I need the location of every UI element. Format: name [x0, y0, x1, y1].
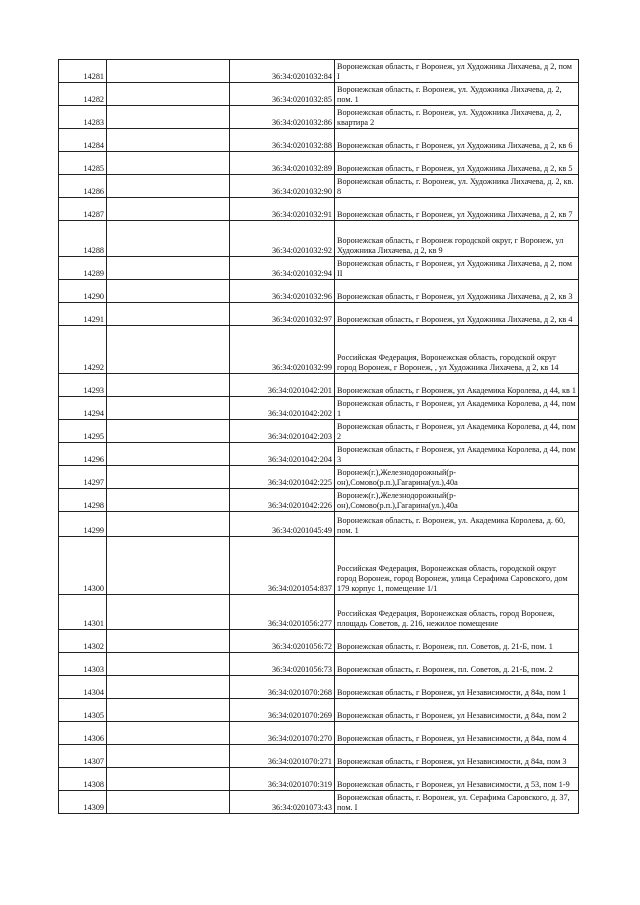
address: Воронежская область, г Воронеж, ул Академика Королева, д 44, кв 1 — [335, 374, 579, 397]
cadastral-number: 36:34:0201042:201 — [230, 374, 335, 397]
cadastral-number: 36:34:0201070:270 — [230, 722, 335, 745]
empty-cell — [107, 83, 230, 106]
table-row — [59, 630, 579, 653]
table-row — [59, 768, 579, 791]
empty-cell — [107, 326, 230, 374]
table-row — [59, 653, 579, 676]
table-row — [59, 489, 579, 512]
row-number: 14292 — [59, 326, 107, 374]
cadastral-number: 36:34:0201032:85 — [230, 83, 335, 106]
address: Воронежская область, г Воронеж, ул Академика Королева, д 44, пом 1 — [335, 397, 579, 420]
row-number: 14284 — [59, 129, 107, 152]
address: Воронежская область, г Воронеж, ул Художника Лихачева, д 2, кв 5 — [335, 152, 579, 175]
row-number: 14296 — [59, 443, 107, 466]
table-row — [59, 537, 579, 595]
cadastral-number: 36:34:0201032:91 — [230, 198, 335, 221]
cadastral-number: 36:34:0201032:88 — [230, 129, 335, 152]
row-number: 14288 — [59, 221, 107, 257]
table-row — [59, 221, 579, 257]
address: Воронеж(г.),Железнодорожный(р-он),Сомово(р.п.),Гагарина(ул.),40а — [335, 489, 579, 512]
row-number: 14299 — [59, 512, 107, 537]
address: Воронежская область, г. Воронеж, ул. Серафима Саровского, д. 37, пом. I — [335, 791, 579, 814]
table-row — [59, 397, 579, 420]
row-number: 14286 — [59, 175, 107, 198]
cadastral-number: 36:34:0201054:837 — [230, 537, 335, 595]
table-row — [59, 699, 579, 722]
row-number: 14305 — [59, 699, 107, 722]
address: Воронежская область, г Воронеж городской округ, г Воронеж, ул Художника Лихачева, д 2, кв 9 — [335, 221, 579, 257]
row-number: 14282 — [59, 83, 107, 106]
table-row — [59, 466, 579, 489]
empty-cell — [107, 745, 230, 768]
empty-cell — [107, 303, 230, 326]
address: Воронежская область, г Воронеж, ул Академика Королева, д 44, пом 2 — [335, 420, 579, 443]
address: Воронежская область, г. Воронеж, пл. Советов, д. 21-Б, пом. 2 — [335, 653, 579, 676]
table-row — [59, 175, 579, 198]
address: Воронеж(г.),Железнодорожный(р-он),Сомово(р.п.),Гагарина(ул.),40а — [335, 466, 579, 489]
row-number: 14293 — [59, 374, 107, 397]
cadastral-number: 36:34:0201056:277 — [230, 595, 335, 630]
empty-cell — [107, 221, 230, 257]
cadastral-number: 36:34:0201056:72 — [230, 630, 335, 653]
cadastral-number: 36:34:0201073:43 — [230, 791, 335, 814]
table-row — [59, 280, 579, 303]
table-row — [59, 60, 579, 83]
table-row — [59, 745, 579, 768]
row-number: 14304 — [59, 676, 107, 699]
cadastral-number: 36:34:0201032:99 — [230, 326, 335, 374]
cadastral-number: 36:34:0201070:268 — [230, 676, 335, 699]
table-row — [59, 257, 579, 280]
address: Воронежская область, г Воронеж, ул Художника Лихачева, д 2, кв 4 — [335, 303, 579, 326]
empty-cell — [107, 512, 230, 537]
cadastral-number: 36:34:0201045:49 — [230, 512, 335, 537]
cadastral-number: 36:34:0201042:202 — [230, 397, 335, 420]
row-number: 14283 — [59, 106, 107, 129]
cadastral-number: 36:34:0201056:73 — [230, 653, 335, 676]
address: Воронежская область, г Воронеж, ул Независимости, д 53, пом 1-9 — [335, 768, 579, 791]
empty-cell — [107, 630, 230, 653]
empty-cell — [107, 175, 230, 198]
cadastral-number: 36:34:0201032:92 — [230, 221, 335, 257]
address: Воронежская область, г Воронеж, ул Независимости, д 84а, пом 2 — [335, 699, 579, 722]
empty-cell — [107, 595, 230, 630]
row-number: 14295 — [59, 420, 107, 443]
table-row — [59, 198, 579, 221]
row-number: 14290 — [59, 280, 107, 303]
empty-cell — [107, 420, 230, 443]
empty-cell — [107, 791, 230, 814]
cadastral-number: 36:34:0201032:90 — [230, 175, 335, 198]
table-row — [59, 303, 579, 326]
row-number: 14291 — [59, 303, 107, 326]
table-row — [59, 83, 579, 106]
address: Воронежская область, г Воронеж, ул Художника Лихачева, д 2, пом I — [335, 60, 579, 83]
empty-cell — [107, 768, 230, 791]
row-number: 14309 — [59, 791, 107, 814]
row-number: 14297 — [59, 466, 107, 489]
empty-cell — [107, 152, 230, 175]
table-row — [59, 326, 579, 374]
table-row — [59, 443, 579, 466]
address: Воронежская область, г Воронеж, ул Художника Лихачева, д 2, кв 7 — [335, 198, 579, 221]
address: Воронежская область, г. Воронеж, ул. Академика Королева, д. 60, пом. 1 — [335, 512, 579, 537]
empty-cell — [107, 60, 230, 83]
row-number: 14301 — [59, 595, 107, 630]
cadastral-number: 36:34:0201032:94 — [230, 257, 335, 280]
table-row — [59, 420, 579, 443]
table-row — [59, 106, 579, 129]
cadastral-number: 36:34:0201070:271 — [230, 745, 335, 768]
empty-cell — [107, 653, 230, 676]
empty-cell — [107, 397, 230, 420]
empty-cell — [107, 466, 230, 489]
empty-cell — [107, 280, 230, 303]
row-number: 14307 — [59, 745, 107, 768]
row-number: 14298 — [59, 489, 107, 512]
row-number: 14303 — [59, 653, 107, 676]
address: Воронежская область, г Воронеж, ул Независимости, д 84а, пом 3 — [335, 745, 579, 768]
table-row — [59, 791, 579, 814]
cadastral-number: 36:34:0201042:226 — [230, 489, 335, 512]
row-number: 14285 — [59, 152, 107, 175]
empty-cell — [107, 374, 230, 397]
registry-table — [58, 59, 579, 814]
address: Воронежская область, г Воронеж, ул Независимости, д 84а, пом 1 — [335, 676, 579, 699]
row-number: 14308 — [59, 768, 107, 791]
empty-cell — [107, 537, 230, 595]
table-row — [59, 595, 579, 630]
row-number: 14300 — [59, 537, 107, 595]
address: Российская Федерация, Воронежская область, городской округ город Воронеж, г Воронеж, , ул Художника Лихачева, д 2, кв 14 — [335, 326, 579, 374]
empty-cell — [107, 676, 230, 699]
empty-cell — [107, 489, 230, 512]
empty-cell — [107, 443, 230, 466]
cadastral-number: 36:34:0201032:97 — [230, 303, 335, 326]
table-row — [59, 676, 579, 699]
empty-cell — [107, 129, 230, 152]
empty-cell — [107, 198, 230, 221]
row-number: 14281 — [59, 60, 107, 83]
empty-cell — [107, 106, 230, 129]
cadastral-number: 36:34:0201042:225 — [230, 466, 335, 489]
address: Российская Федерация, Воронежская область, город Воронеж, площадь Советов, д. 216, нежилое помещение — [335, 595, 579, 630]
address: Воронежская область, г. Воронеж, ул. Художника Лихачева, д. 2, кв. 8 — [335, 175, 579, 198]
table-row — [59, 129, 579, 152]
cadastral-number: 36:34:0201070:319 — [230, 768, 335, 791]
address: Воронежская область, г Воронеж, ул Художника Лихачева, д 2, кв 3 — [335, 280, 579, 303]
cadastral-number: 36:34:0201032:84 — [230, 60, 335, 83]
row-number: 14289 — [59, 257, 107, 280]
address: Воронежская область, г. Воронеж, ул. Художника Лихачева, д. 2, квартира 2 — [335, 106, 579, 129]
cadastral-number: 36:34:0201032:86 — [230, 106, 335, 129]
table-row — [59, 512, 579, 537]
address: Воронежская область, г Воронеж, ул Художника Лихачева, д 2, пом II — [335, 257, 579, 280]
cadastral-number: 36:34:0201042:204 — [230, 443, 335, 466]
row-number: 14306 — [59, 722, 107, 745]
address: Воронежская область, г Воронеж, ул Академика Королева, д 44, пом 3 — [335, 443, 579, 466]
empty-cell — [107, 722, 230, 745]
address: Российская Федерация, Воронежская область, городской округ город Воронеж, город Воронеж, улица Серафима Саровского, дом 179 корпус 1, помещение 1/1 — [335, 537, 579, 595]
cadastral-number: 36:34:0201032:96 — [230, 280, 335, 303]
cadastral-number: 36:34:0201032:89 — [230, 152, 335, 175]
address: Воронежская область, г. Воронеж, ул. Художника Лихачева, д. 2, пом. 1 — [335, 83, 579, 106]
row-number: 14294 — [59, 397, 107, 420]
table-row — [59, 374, 579, 397]
cadastral-number: 36:34:0201070:269 — [230, 699, 335, 722]
empty-cell — [107, 699, 230, 722]
address: Воронежская область, г Воронеж, ул Независимости, д 84а, пом 4 — [335, 722, 579, 745]
table-row — [59, 722, 579, 745]
address: Воронежская область, г Воронеж, ул Художника Лихачева, д 2, кв 6 — [335, 129, 579, 152]
row-number: 14302 — [59, 630, 107, 653]
empty-cell — [107, 257, 230, 280]
cadastral-number: 36:34:0201042:203 — [230, 420, 335, 443]
table-row — [59, 152, 579, 175]
row-number: 14287 — [59, 198, 107, 221]
address: Воронежская область, г. Воронеж, пл. Советов, д. 21-Б, пом. 1 — [335, 630, 579, 653]
